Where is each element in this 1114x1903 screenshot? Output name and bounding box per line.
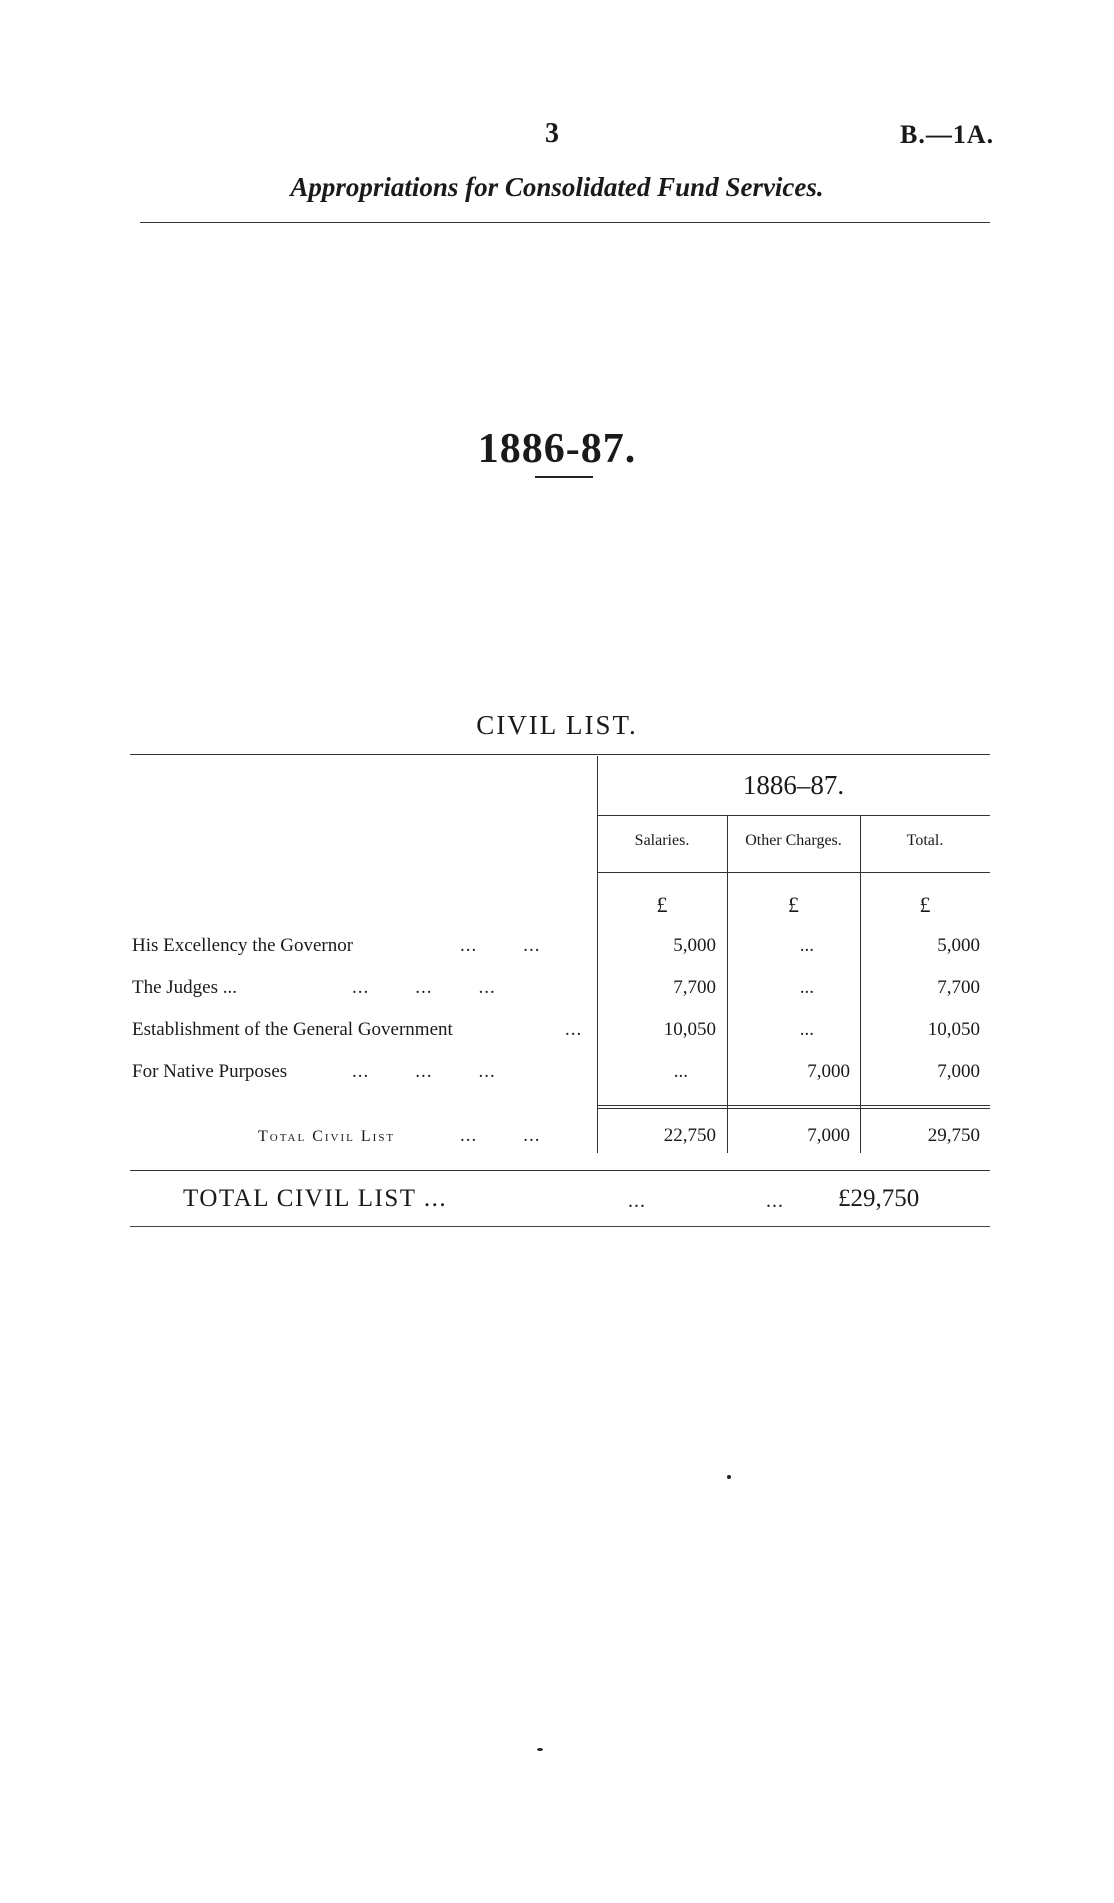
leader-dots: ... [565,1019,583,1040]
cell-salaries: ... [673,1061,688,1082]
row-label: Establishment of the General Government [132,1019,453,1040]
currency-symbol: £ [919,892,931,917]
table-divider-col2 [727,815,728,1153]
column-header-total: Total. [906,832,944,849]
currency-symbol: £ [656,892,668,917]
total-rule-upper [597,1105,990,1106]
cell-other-charges: ... [799,935,814,956]
table-group-header: 1886–87. [742,770,845,800]
scan-speck [727,1475,731,1479]
row-label: His Excellency the Governor [132,935,354,956]
bottom-rule [130,1226,990,1227]
cell-other-charges: ... [799,1019,814,1040]
table-top-rule [130,754,990,755]
cell-salaries: 7,700 [673,977,716,998]
grand-total-amount: £29,750 [838,1185,920,1212]
cell-total: 7,700 [937,977,980,998]
cell-salaries-total: 22,750 [663,1125,716,1146]
grand-total-label: TOTAL CIVIL LIST ... [183,1185,448,1212]
leader-dots: ... ... [460,1125,541,1146]
table-divider-col3 [860,815,861,1153]
page-number: 3 [545,118,559,149]
scan-speck [537,1748,543,1751]
leader-dots: ... ... ... [352,1061,496,1082]
column-header-salaries: Salaries. [634,832,690,849]
cell-other-charges: 7,000 [807,1061,850,1082]
column-header-rule [597,872,990,873]
group-header-rule [597,815,990,816]
cell-salaries: 5,000 [673,935,716,956]
page-subtitle: Appropriations for Consolidated Fund Services. [290,172,824,202]
header-rule [140,222,990,223]
column-header-other-charges: Other Charges. [745,832,842,849]
total-row-label: Total Civil List [258,1128,396,1145]
leader-dots: ... ... [460,935,541,956]
year-heading: 1886-87. [477,426,637,472]
cell-grand-total: 29,750 [927,1125,980,1146]
section-title: CIVIL LIST. [476,710,638,740]
cell-total: 10,050 [927,1019,980,1040]
table-bottom-rule [130,1170,990,1171]
cell-other-charges-total: 7,000 [807,1125,850,1146]
year-underline [535,476,593,478]
leader-dots: ... ... [628,1190,784,1212]
cell-other-charges: ... [799,977,814,998]
leader-dots: ... ... ... [352,977,496,998]
row-label: For Native Purposes [132,1061,288,1082]
cell-total: 5,000 [937,935,980,956]
currency-symbol: £ [788,892,799,917]
document-reference: B.—1A. [900,120,995,149]
cell-total: 7,000 [937,1061,980,1082]
cell-salaries: 10,050 [663,1019,716,1040]
row-label: The Judges ... [132,977,238,998]
total-rule [597,1108,990,1109]
